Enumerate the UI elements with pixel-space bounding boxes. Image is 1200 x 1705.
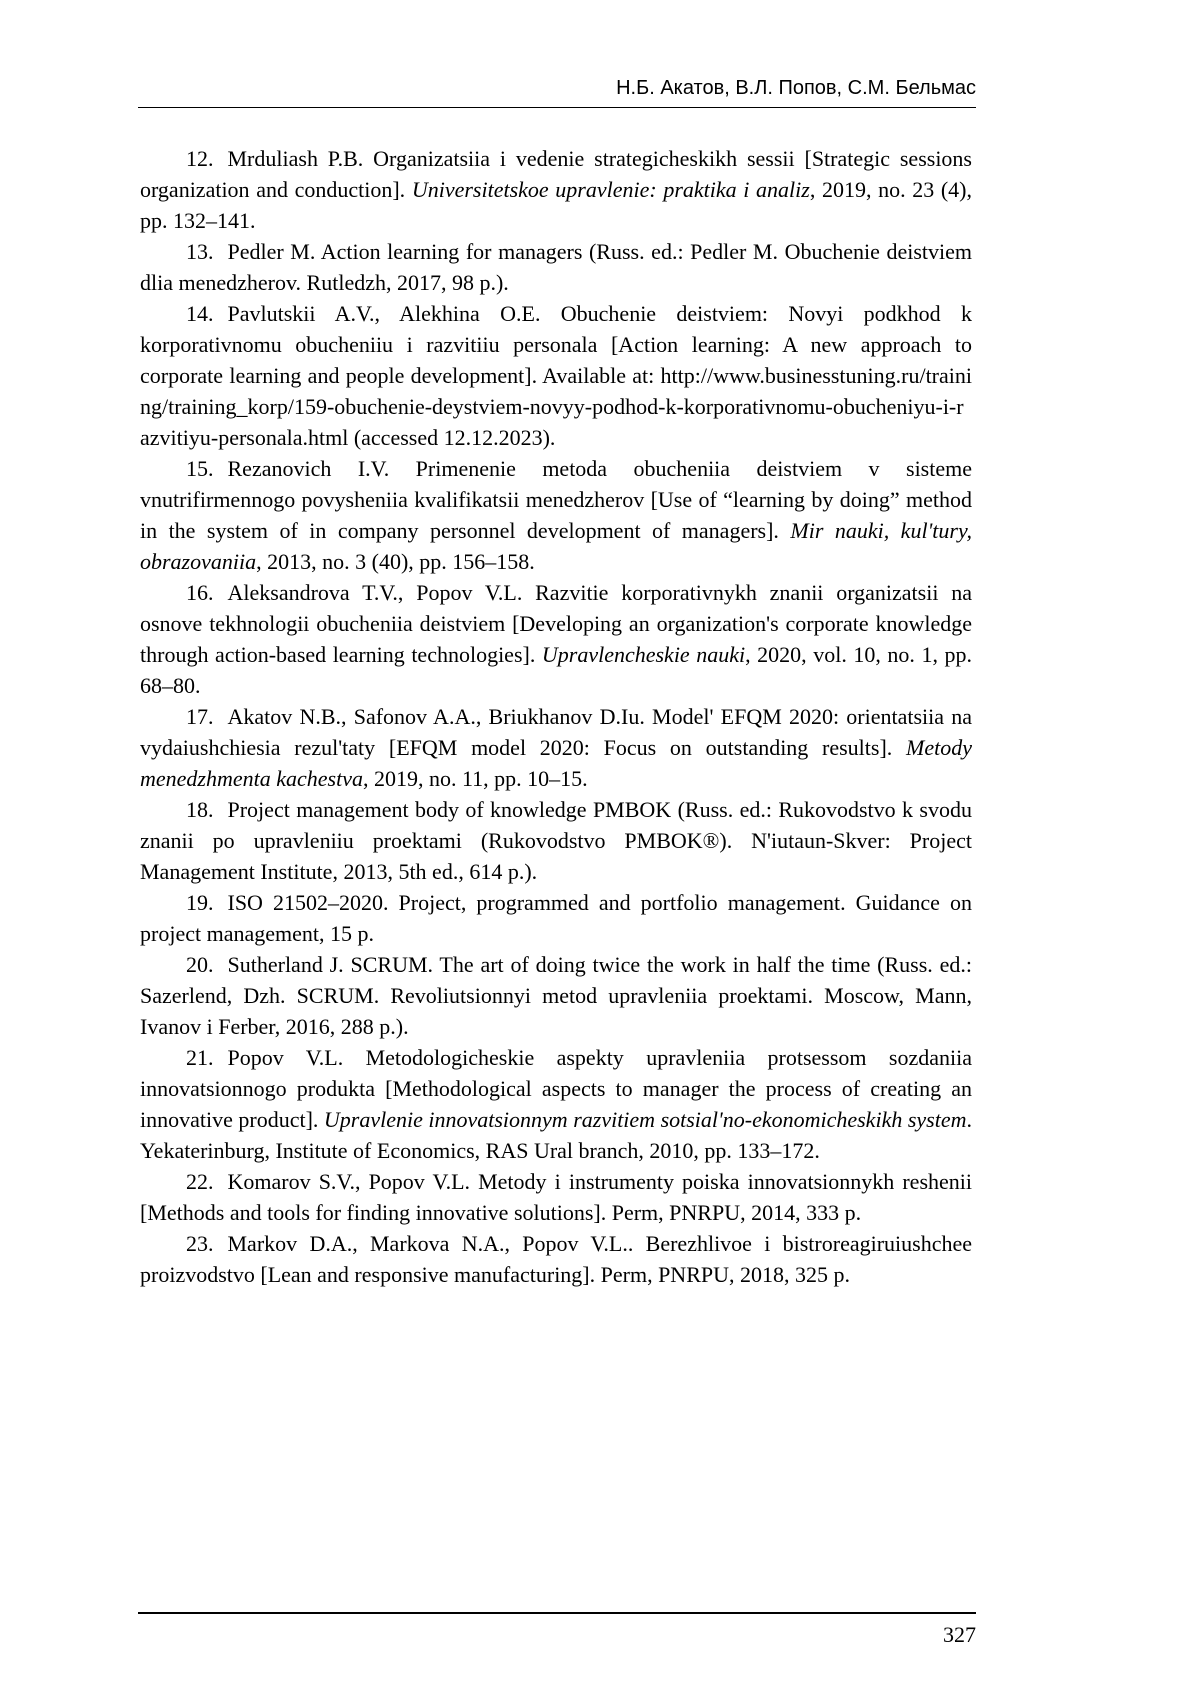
- reference-number: 13.: [186, 239, 214, 264]
- reference-text: Project management body of knowledge PMBOK (Russ. ed.: Rukovodstvo k svodu znanii po upravleniiu proektami (Rukovodstvo PMBOK®). N'iutaun-Skver: Project Management Institute, 2013, 5th ed., 614 p.).: [140, 797, 972, 884]
- reference-text: . Yekaterinburg, Institute of Economics, RAS Ural branch, 2010, pp. 133–172.: [140, 1107, 972, 1163]
- reference-source-title: Upravlencheskie nauki: [541, 642, 746, 667]
- reference-text: , 2013, no. 3 (40), pp. 156–158.: [256, 549, 535, 574]
- reference-text: Pedler M. Action learning for managers (Russ. ed.: Pedler M. Obuchenie deistviem dlia menedzherov. Rutledzh, 2017, 98 p.).: [140, 239, 972, 295]
- reference-text: ISO 21502–2020. Project, programmed and portfolio management. Guidance on project management, 15 p.: [140, 890, 972, 946]
- reference-text: Komarov S.V., Popov V.L. Metody i instrumenty poiska innovatsionnykh reshenii [Methods and tools for finding innovative solutions]. Perm, PNRPU, 2014, 333 p.: [140, 1169, 972, 1225]
- reference-text: Markov D.A., Markova N.A., Popov V.L.. Berezhlivoe i bistroreagiruiushchee proizvodstvo [Lean and responsive manufacturing]. Perm, PNRPU, 2018, 325 p.: [140, 1231, 972, 1287]
- reference-item: [140, 453, 972, 577]
- reference-number: 15.: [186, 456, 214, 481]
- reference-text: (accessed 12.12.2023).: [348, 425, 556, 450]
- reference-text: , 2019, no. 23 (4), pp. 132–141.: [140, 177, 972, 233]
- reference-text: , 2020, vol. 10, no. 1, pp. 68–80.: [140, 642, 972, 698]
- reference-url: http://www.businesstuning.ru/training/training_korp/159-obuchenie-deystviem-novyy-podhod-k-korporativnomu-obucheniyu-i-razvitiyu-personala.html: [140, 363, 972, 450]
- reference-item: [140, 577, 972, 701]
- reference-item: [140, 236, 972, 298]
- reference-number: 16.: [186, 580, 214, 605]
- reference-item: [140, 949, 972, 1042]
- reference-text: Pavlutskii A.V., Alekhina O.E. Obuchenie deistviem: Novyi podkhod k korporativnomu obucheniiu i razvitiiu personala [Action learning: A new approach to corporate learning and people development]. Available at:: [140, 301, 972, 388]
- reference-item: [140, 1166, 972, 1228]
- reference-number: 17.: [186, 704, 214, 729]
- reference-source-title: Upravlenie innovatsionnym razvitiem sotsial'no-ekonomicheskikh system: [323, 1107, 967, 1132]
- reference-source-title: Mir nauki, kul'tury, obrazovaniia: [140, 518, 972, 574]
- reference-number: 22.: [186, 1169, 214, 1194]
- reference-text: Sutherland J. SCRUM. The art of doing twice the work in half the time (Russ. ed.: Sazerlend, Dzh. SCRUM. Revoliutsionnyi metod upravleniia proektami. Moscow, Mann, Ivanov i Ferber, 2016, 288 p.).: [140, 952, 972, 1039]
- reference-text: Popov V.L. Metodologicheskie aspekty upravleniia protsessom sozdaniia innovatsionnogo produkta [Methodological aspects to manager the process of creating an innovative product].: [140, 1045, 972, 1132]
- reference-text: Akatov N.B., Safonov A.A., Briukhanov D.Iu. Model' EFQM 2020: orientatsiia na vydaiushchiesia rezul'taty [EFQM model 2020: Focus on outstanding results].: [140, 704, 972, 760]
- header-authors: Н.Б. Акатов, В.Л. Попов, С.М. Бельмас: [616, 77, 976, 99]
- reference-number: 23.: [186, 1231, 214, 1256]
- reference-text: Aleksandrova T.V., Popov V.L. Razvitie korporativnykh znanii organizatsii na osnove tekhnologii obucheniia deistviem [Developing an organization's corporate knowledge through action-based learning technologies].: [140, 580, 972, 667]
- reference-number: 20.: [186, 952, 214, 977]
- reference-number: 21.: [186, 1045, 214, 1070]
- reference-text: Rezanovich I.V. Primenenie metoda obucheniia deistviem v sisteme vnutrifirmennogo povysheniia kvalifikatsii menedzherov [Use of “learning by doing” method in the system of in company personnel development of managers].: [140, 456, 972, 543]
- reference-number: 18.: [186, 797, 214, 822]
- reference-item: [140, 701, 972, 794]
- page-number: 327: [943, 1622, 976, 1647]
- reference-item: [140, 143, 972, 236]
- reference-text: Mrduliash P.B. Organizatsiia i vedenie strategicheskikh sessii [Strategic sessions organization and conduction].: [140, 146, 972, 202]
- running-header: [138, 76, 976, 108]
- reference-number: 14.: [186, 301, 214, 326]
- reference-item: [140, 1042, 972, 1166]
- reference-item: [140, 298, 972, 453]
- reference-number: 12.: [186, 146, 214, 171]
- reference-text: , 2019, no. 11, pp. 10–15.: [362, 766, 588, 791]
- reference-item: [140, 794, 972, 887]
- reference-item: [140, 1228, 972, 1290]
- reference-number: 19.: [186, 890, 214, 915]
- reference-source-title: Metody menedzhmenta kachestva: [140, 735, 972, 791]
- reference-source-title: Universitetskoe upravlenie: praktika i analiz: [411, 177, 810, 202]
- page-footer: [138, 1612, 976, 1648]
- reference-item: [140, 887, 972, 949]
- references-list: [140, 143, 972, 1290]
